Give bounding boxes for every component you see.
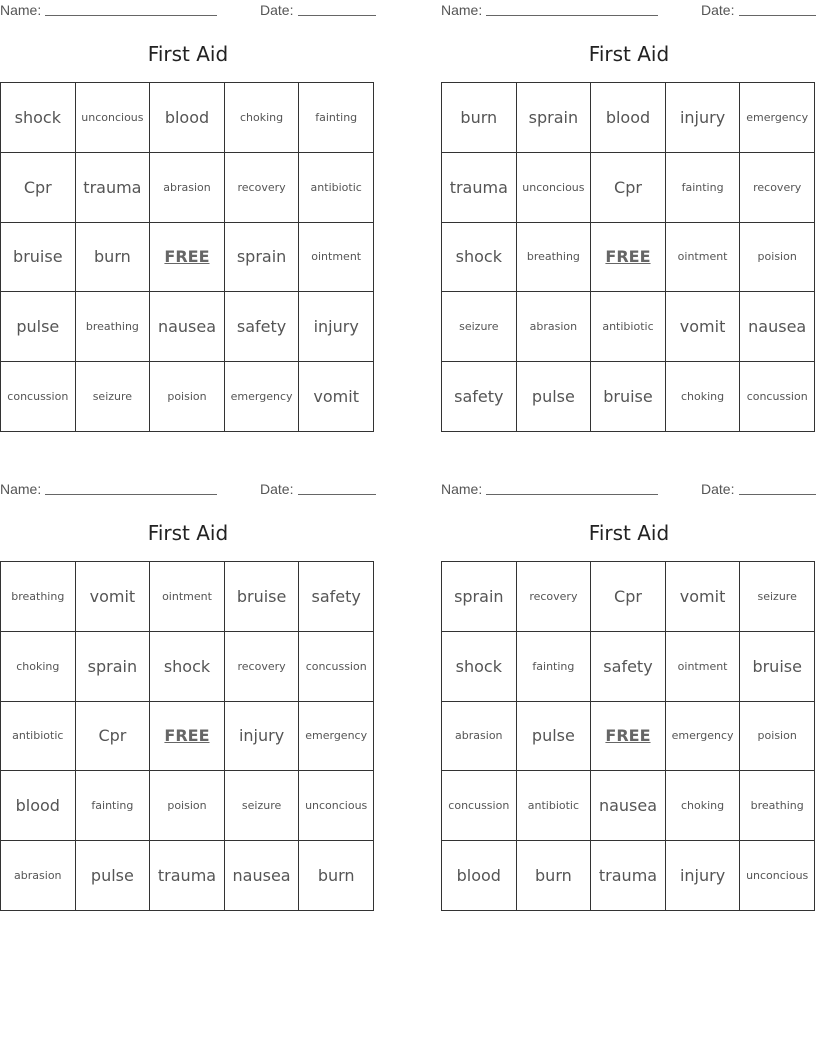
- bingo-cell: breathing: [516, 222, 591, 292]
- bingo-cell: poision: [150, 771, 225, 841]
- name-line: [486, 15, 658, 16]
- bingo-grid: [0, 82, 374, 432]
- bingo-cell: abrasion: [150, 152, 225, 222]
- bingo-cell: choking: [665, 362, 740, 432]
- name-label: Name:: [0, 481, 42, 497]
- date-line: [739, 15, 816, 16]
- bingo-cell: injury: [224, 701, 299, 771]
- bingo-card: [0, 479, 376, 919]
- card-header: [441, 481, 816, 499]
- bingo-cell: pulse: [516, 701, 591, 771]
- name-label: Name:: [441, 2, 483, 18]
- bingo-grid: [0, 561, 374, 911]
- grid-row: [1, 771, 374, 841]
- bingo-cell: recovery: [740, 152, 815, 222]
- bingo-cell: recovery: [224, 631, 299, 701]
- date-line: [298, 15, 376, 16]
- bingo-cell: concussion: [442, 771, 517, 841]
- grid-row: [442, 222, 815, 292]
- bingo-cell: trauma: [75, 152, 150, 222]
- free-space: FREE: [150, 701, 225, 771]
- bingo-cell: bruise: [591, 362, 666, 432]
- bingo-cell: unconcious: [516, 152, 591, 222]
- bingo-cell: Cpr: [1, 152, 76, 222]
- date-line: [298, 494, 376, 495]
- bingo-cell: breathing: [75, 292, 150, 362]
- card-title: First Aid: [147, 521, 229, 545]
- card-title: First Aid: [588, 521, 670, 545]
- bingo-cell: safety: [442, 362, 517, 432]
- bingo-cell: bruise: [224, 562, 299, 632]
- bingo-cell: seizure: [75, 362, 150, 432]
- bingo-cell: fainting: [665, 152, 740, 222]
- bingo-card: [441, 0, 816, 440]
- bingo-cell: ointment: [299, 222, 374, 292]
- bingo-cell: concussion: [740, 362, 815, 432]
- bingo-grid: [441, 82, 815, 432]
- bingo-cell: safety: [591, 631, 666, 701]
- card-header: [0, 2, 376, 20]
- bingo-cell: pulse: [1, 292, 76, 362]
- bingo-cell: trauma: [150, 841, 225, 911]
- card-header: [441, 2, 816, 20]
- bingo-cell: bruise: [1, 222, 76, 292]
- bingo-cell: nausea: [740, 292, 815, 362]
- grid-row: [1, 631, 374, 701]
- date-label: Date:: [701, 481, 735, 497]
- bingo-cell: Cpr: [591, 152, 666, 222]
- bingo-card: [441, 479, 816, 919]
- date-label: Date:: [701, 2, 735, 18]
- date-label: Date:: [260, 2, 294, 18]
- bingo-cell: choking: [224, 83, 299, 153]
- bingo-cell: vomit: [665, 292, 740, 362]
- grid-row: [442, 292, 815, 362]
- date-label: Date:: [260, 481, 294, 497]
- bingo-cell: ointment: [665, 631, 740, 701]
- bingo-cell: abrasion: [1, 841, 76, 911]
- grid-row: [1, 562, 374, 632]
- bingo-cell: Cpr: [591, 562, 666, 632]
- bingo-cell: fainting: [299, 83, 374, 153]
- grid-row: [442, 701, 815, 771]
- card-header: [0, 481, 376, 499]
- bingo-cell: shock: [150, 631, 225, 701]
- bingo-cell: emergency: [740, 83, 815, 153]
- grid-row: [1, 362, 374, 432]
- bingo-cell: burn: [442, 83, 517, 153]
- bingo-cell: blood: [591, 83, 666, 153]
- grid-row: [442, 562, 815, 632]
- bingo-cell: concussion: [299, 631, 374, 701]
- bingo-cell: blood: [150, 83, 225, 153]
- bingo-cell: poision: [150, 362, 225, 432]
- bingo-cell: breathing: [1, 562, 76, 632]
- name-line: [45, 15, 217, 16]
- bingo-cell: blood: [442, 841, 517, 911]
- name-label: Name:: [0, 2, 42, 18]
- bingo-cell: antibiotic: [299, 152, 374, 222]
- grid-row: [1, 292, 374, 362]
- grid-row: [442, 152, 815, 222]
- name-label: Name:: [441, 481, 483, 497]
- bingo-cell: choking: [665, 771, 740, 841]
- bingo-cell: safety: [299, 562, 374, 632]
- free-space: FREE: [591, 222, 666, 292]
- bingo-cell: burn: [516, 841, 591, 911]
- bingo-cell: recovery: [516, 562, 591, 632]
- bingo-cell: nausea: [591, 771, 666, 841]
- grid-row: [442, 631, 815, 701]
- free-space: FREE: [591, 701, 666, 771]
- grid-row: [442, 841, 815, 911]
- bingo-cell: vomit: [299, 362, 374, 432]
- bingo-cell: poision: [740, 222, 815, 292]
- bingo-cell: vomit: [665, 562, 740, 632]
- bingo-cell: trauma: [591, 841, 666, 911]
- bingo-cell: recovery: [224, 152, 299, 222]
- bingo-cell: antibiotic: [591, 292, 666, 362]
- bingo-cell: burn: [299, 841, 374, 911]
- grid-row: [1, 83, 374, 153]
- free-space: FREE: [150, 222, 225, 292]
- bingo-cell: choking: [1, 631, 76, 701]
- bingo-cell: unconcious: [740, 841, 815, 911]
- bingo-cell: poision: [740, 701, 815, 771]
- bingo-cell: vomit: [75, 562, 150, 632]
- bingo-cell: shock: [1, 83, 76, 153]
- name-line: [486, 494, 658, 495]
- bingo-cell: injury: [299, 292, 374, 362]
- bingo-cell: ointment: [150, 562, 225, 632]
- bingo-cell: antibiotic: [1, 701, 76, 771]
- bingo-grid: [441, 561, 815, 911]
- bingo-cell: unconcious: [75, 83, 150, 153]
- name-line: [45, 494, 217, 495]
- bingo-cell: shock: [442, 631, 517, 701]
- date-line: [739, 494, 816, 495]
- bingo-cell: seizure: [740, 562, 815, 632]
- grid-row: [442, 83, 815, 153]
- bingo-cell: sprain: [224, 222, 299, 292]
- bingo-cell: bruise: [740, 631, 815, 701]
- bingo-cell: abrasion: [442, 701, 517, 771]
- bingo-cell: injury: [665, 83, 740, 153]
- bingo-cell: emergency: [299, 701, 374, 771]
- bingo-cell: shock: [442, 222, 517, 292]
- bingo-cell: nausea: [224, 841, 299, 911]
- bingo-cell: pulse: [516, 362, 591, 432]
- grid-row: [442, 771, 815, 841]
- bingo-cell: burn: [75, 222, 150, 292]
- card-title: First Aid: [147, 42, 229, 66]
- bingo-cell: antibiotic: [516, 771, 591, 841]
- bingo-cell: Cpr: [75, 701, 150, 771]
- grid-row: [1, 701, 374, 771]
- bingo-cell: trauma: [442, 152, 517, 222]
- bingo-cell: seizure: [442, 292, 517, 362]
- bingo-cell: sprain: [75, 631, 150, 701]
- bingo-cell: seizure: [224, 771, 299, 841]
- bingo-cell: fainting: [516, 631, 591, 701]
- bingo-cell: sprain: [516, 83, 591, 153]
- bingo-cell: injury: [665, 841, 740, 911]
- card-title: First Aid: [588, 42, 670, 66]
- bingo-cell: unconcious: [299, 771, 374, 841]
- bingo-cell: blood: [1, 771, 76, 841]
- grid-row: [1, 152, 374, 222]
- bingo-cell: safety: [224, 292, 299, 362]
- grid-row: [1, 841, 374, 911]
- bingo-cell: emergency: [665, 701, 740, 771]
- grid-row: [442, 362, 815, 432]
- bingo-cell: breathing: [740, 771, 815, 841]
- bingo-cell: fainting: [75, 771, 150, 841]
- bingo-cell: emergency: [224, 362, 299, 432]
- bingo-cell: ointment: [665, 222, 740, 292]
- bingo-cell: pulse: [75, 841, 150, 911]
- bingo-cell: nausea: [150, 292, 225, 362]
- bingo-cell: sprain: [442, 562, 517, 632]
- bingo-cell: concussion: [1, 362, 76, 432]
- bingo-card: [0, 0, 376, 440]
- grid-row: [1, 222, 374, 292]
- bingo-cell: abrasion: [516, 292, 591, 362]
